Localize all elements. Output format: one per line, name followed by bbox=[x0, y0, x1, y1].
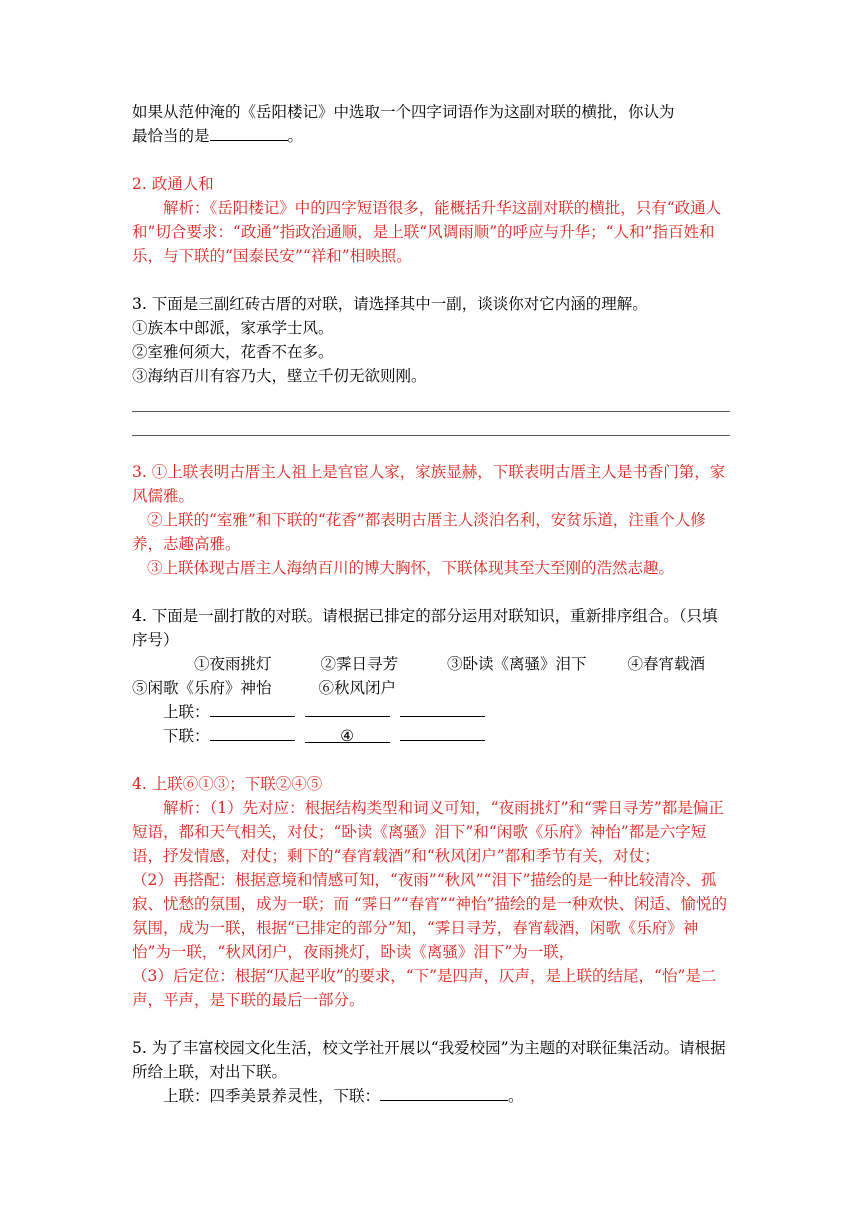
option-4: ④春宵载酒 bbox=[627, 655, 706, 673]
q1-line2 bbox=[132, 124, 730, 148]
option-2: ②霁日寻芳 bbox=[320, 655, 399, 673]
question-3-item-1: ①族本中郎派，家承学士风。 bbox=[132, 319, 334, 337]
answer-3-p3: ③上联体现古厝主人海纳百川的博大胸怀，下联体现其至大至刚的浩然志趣。 bbox=[147, 559, 675, 577]
upper-blank-1 bbox=[210, 701, 295, 717]
question-5-title: 5. 为了丰富校园文化生活，校文学社开展以“我爱校园”为主题的对联征集活动。请根据所给上联，对出下联。 bbox=[132, 1039, 726, 1081]
q1-line2-end: 。 bbox=[287, 127, 304, 145]
answer-2-analysis: 解析：《岳阳楼记》中的四字短语很多，能概括升华这副对联的横批，只有“政通人和”切合要求：“政通”指政治通顺，是上联“风调雨顺”的呼应与升华；“人和”指百姓和乐，与下联的“国泰民安”“祥和”相映照。 bbox=[132, 199, 722, 265]
answer-4-analysis-1: 解析：（1）先对应：根据结构类型和词义可知，“夜雨挑灯”和“霁日寻芳”都是偏正短语，都和天气相关，对仗；“卧读《离骚》泪下”和“闲歌《乐府》神怡”都是六字短语，抒发情感，对仗；剩下的“春宵载酒”和“秋风闭户”都和季节有关，对仗； bbox=[132, 799, 724, 865]
question-5-line bbox=[132, 1084, 730, 1108]
question-3-title: 3. 下面是三副红砖古厝的对联，请选择其中一副，谈谈你对它内涵的理解。 bbox=[132, 295, 648, 313]
answer-4-analysis-2: （2）再搭配：根据意境和情感可知，“夜雨”“秋风”“泪下”描绘的是一种比较清冷、孤寂、忧愁的氛围，成为一联；而 “霁日”“春宵”“神怡”描绘的是一种欢快、闲适、愉悦的氛围，成为一联，根据“已排定的部分”知，“霁日寻芳，春宵载酒，闲歌《乐府》神怡”为一联，“秋风闭户，夜雨挑灯，卧读《离骚》泪下”为一联， bbox=[132, 871, 727, 961]
option-6: ⑥秋风闭户 bbox=[318, 679, 397, 697]
lower-couplet-label: 下联： bbox=[163, 727, 210, 745]
upper-blank-2 bbox=[305, 701, 390, 717]
option-3: ③卧读《离骚》泪下 bbox=[447, 655, 587, 673]
lower-given-item: ④ bbox=[305, 727, 390, 743]
question-5-upper: 上联：四季美景养灵性，下联： bbox=[163, 1087, 381, 1105]
lower-blank-3 bbox=[400, 725, 485, 741]
upper-blank-3 bbox=[400, 701, 485, 717]
question-4-options bbox=[132, 652, 730, 700]
question-5-answer-blank bbox=[380, 1085, 508, 1101]
answer-4-title: 4. 上联⑥①③；下联②④⑤ bbox=[132, 775, 323, 793]
upper-couplet-label: 上联： bbox=[163, 703, 210, 721]
q1-answer-blank bbox=[210, 125, 288, 141]
option-5: ⑤闲歌《乐府》神怡 bbox=[132, 679, 272, 697]
option-1: ①夜雨挑灯 bbox=[194, 655, 272, 673]
q1-line1: 如果从范仲淹的《岳阳楼记》中选取一个四字词语作为这副对联的横批，你认为 bbox=[132, 103, 675, 121]
q1-line2-text: 最恰当的是 bbox=[132, 127, 210, 145]
question-4-title: 4. 下面是一副打散的对联。请根据已排定的部分运用对联知识，重新排序组合。（只填序号） bbox=[132, 607, 718, 649]
lower-couplet-row bbox=[132, 724, 730, 748]
answer-2-title: 2. 政通人和 bbox=[132, 175, 214, 193]
lower-blank-1 bbox=[210, 725, 295, 741]
question-5-end: 。 bbox=[508, 1087, 524, 1105]
answer-3-p1: 3. ①上联表明古厝主人祖上是官宦人家，家族显赫，下联表明古厝主人是书香门第，家风儒雅。 bbox=[132, 463, 726, 505]
answer-line bbox=[132, 388, 730, 412]
answer-3-p2: ②上联的“室雅”和下联的“花香”都表明古厝主人淡泊名利，安贫乐道，注重个人修养，志趣高雅。 bbox=[132, 511, 706, 553]
upper-couplet-row bbox=[132, 700, 730, 724]
question-3-item-2: ②室雅何须大，花香不在多。 bbox=[132, 343, 334, 361]
answer-line bbox=[132, 412, 730, 436]
answer-4-analysis-3: （3）后定位：根据“仄起平收”的要求，“下”是四声，仄声，是上联的结尾，“怡”是二声，平声，是下联的最后一部分。 bbox=[132, 967, 717, 1009]
document-content bbox=[132, 100, 730, 1108]
question-3-item-3: ③海纳百川有容乃大，壁立千仞无欲则刚。 bbox=[132, 367, 427, 385]
